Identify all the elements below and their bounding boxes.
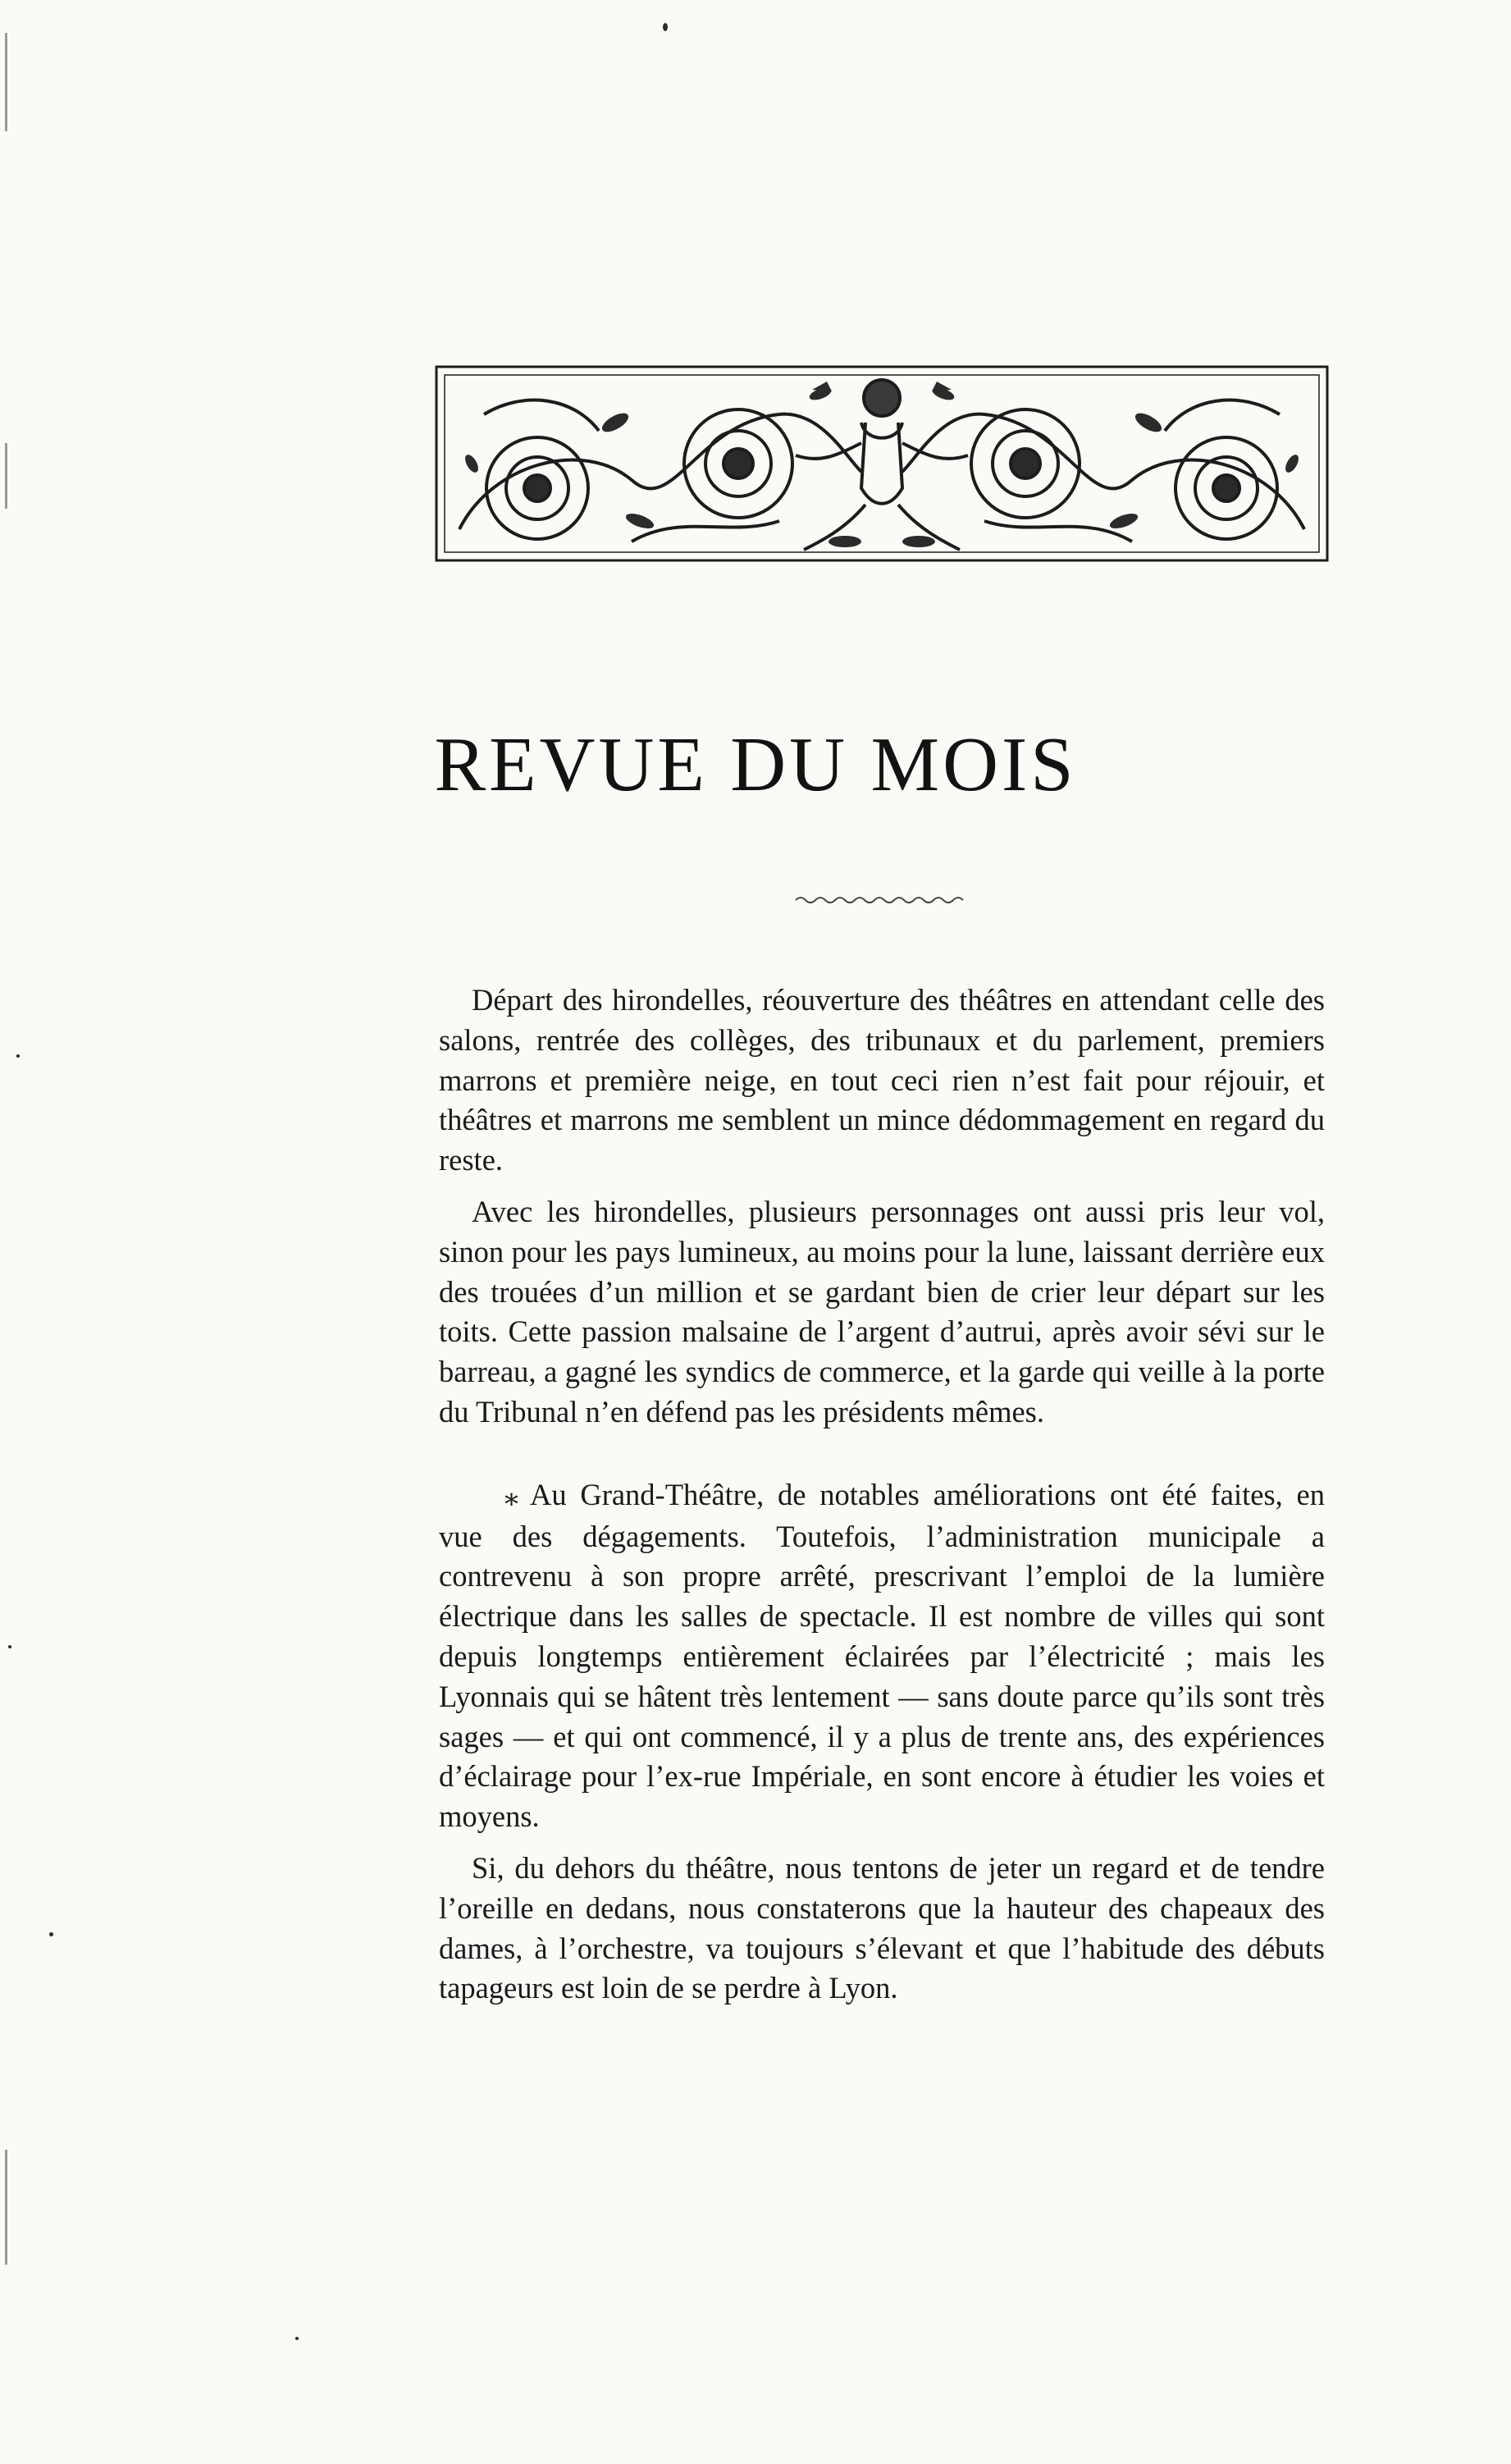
ornament-scroll-with-faun-icon: [435, 365, 1329, 562]
paragraph: Départ des hirondelles, réouverture des théâtres en attendant celle des salons, rentrée des collèges, des tribunaux et du parlement, premiers marrons et première neige, en tout ceci rien n’est fait pour réjouir, et théâtres et marrons me semblent un mince dédommagement en regard du reste.: [439, 983, 1325, 1177]
paragraph: Avec les hirondelles, plusieurs personnages ont aussi pris leur vol, sinon pour les pays lumineux, au moins pour la lune, laissant derrière eux des trouées d’un million et se gardant bien de crier leur départ sur les toits. Cette passion malsaine de l’argent d’autrui, après avoir sévi sur le barreau, a gagné les syndics de commerce, et la garde qui veille à la porte du Tribunal n’en défend pas les présidents mêmes.: [439, 1194, 1325, 1429]
scan-speck: [49, 1932, 53, 1936]
paragraph-text: Au Grand-Théâtre, de notables améliorations ont été faites, en vue des dégagements. Toutefois, l’administration municipale a contrevenu à son propre arrêté, prescrivant l’emploi de la lumière électrique dans les salles de spectacle. Il est nombre de villes qui sont depuis longtemps entièrement éclairées par l’électricité ; mais les Lyonnais qui se hâtent très lentement — sans doute parce qu’ils sont très sages — et qui ont commencé, il y a plus de trente ans, des expériences d’éclairage pour l’ex-rue Impériale, en sont encore à étudier les voies et moyens.: [439, 1477, 1325, 1834]
scan-speck: [16, 1054, 20, 1058]
scan-edge-mark: [5, 2150, 7, 2265]
article-body: [439, 981, 1325, 2009]
scan-speck: [295, 2337, 299, 2340]
scan-edge-mark: [5, 33, 7, 131]
decorative-header-ornament: [435, 365, 1329, 562]
paragraph: Si, du dehors du théâtre, nous tentons de jeter un regard et de tendre l’oreille en dedans, nous constaterons que la hauteur des chapeaux des dames, à l’orchestre, va toujours s’élevant et que l’habitude des débuts tapageurs est loin de se perdre à Lyon.: [439, 1850, 1325, 2005]
decorative-rule: [794, 894, 966, 906]
page-title: REVUE DU MOIS: [434, 722, 1077, 807]
scan-edge-mark: [5, 443, 7, 509]
scan-speck: [663, 23, 668, 31]
scan-speck: [8, 1645, 11, 1648]
paragraph-section: [439, 1475, 1325, 1837]
section-marker: ⁎: [504, 1480, 518, 1511]
